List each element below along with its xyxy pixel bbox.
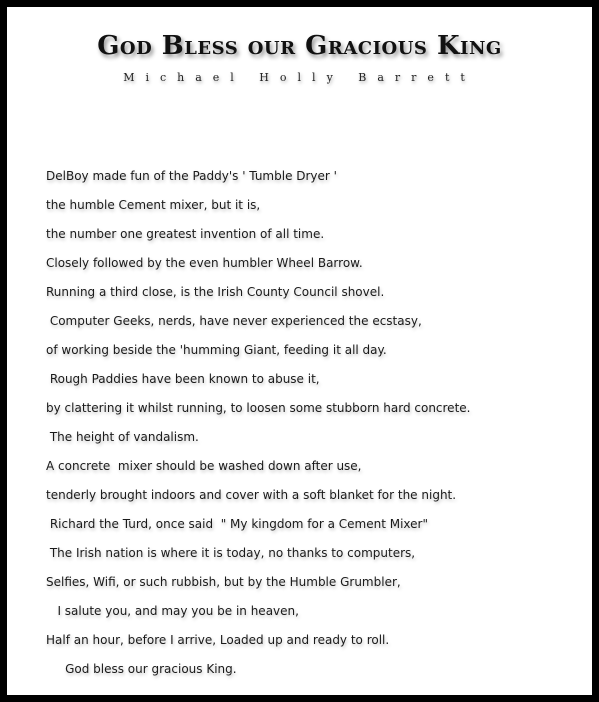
poem-line: Running a third close, is the Irish County Council shovel. (46, 285, 385, 299)
poem-line: Rough Paddies have been known to abuse it, (46, 372, 320, 386)
poem-line: tenderly brought indoors and cover with a soft blanket for the night. (46, 488, 457, 502)
poem-line: The height of vandalism. (46, 430, 199, 444)
poem-line: I salute you, and may you be in heaven, (46, 604, 299, 618)
poem-body (46, 162, 586, 684)
poem-line: A concrete mixer should be washed down after use, (46, 459, 362, 473)
poem-line: DelBoy made fun of the Paddy's ' Tumble Dryer ' (46, 169, 337, 183)
poem-line: Computer Geeks, nerds, have never experienced the ecstasy, (46, 314, 422, 328)
poem-line: the number one greatest invention of all time. (46, 227, 325, 241)
poem-line: by clattering it whilst running, to loosen some stubborn hard concrete. (46, 401, 471, 415)
poem-author: Michael Holly Barrett (123, 71, 476, 84)
poem-line: God bless our gracious King. (46, 662, 237, 676)
poem-line: Selfies, Wifi, or such rubbish, but by the Humble Grumbler, (46, 575, 401, 589)
poem-line: the humble Cement mixer, but it is, (46, 198, 261, 212)
poem-line: Half an hour, before I arrive, Loaded up and ready to roll. (46, 633, 390, 647)
poem-line: Closely followed by the even humbler Wheel Barrow. (46, 256, 363, 270)
poem-page (7, 7, 592, 695)
poem-title: God Bless our Gracious King (97, 31, 502, 61)
poem-line: Richard the Turd, once said " My kingdom for a Cement Mixer" (46, 517, 428, 531)
poem-line: of working beside the 'humming Giant, feeding it all day. (46, 343, 387, 357)
poem-line: The Irish nation is where it is today, no thanks to computers, (46, 546, 416, 560)
